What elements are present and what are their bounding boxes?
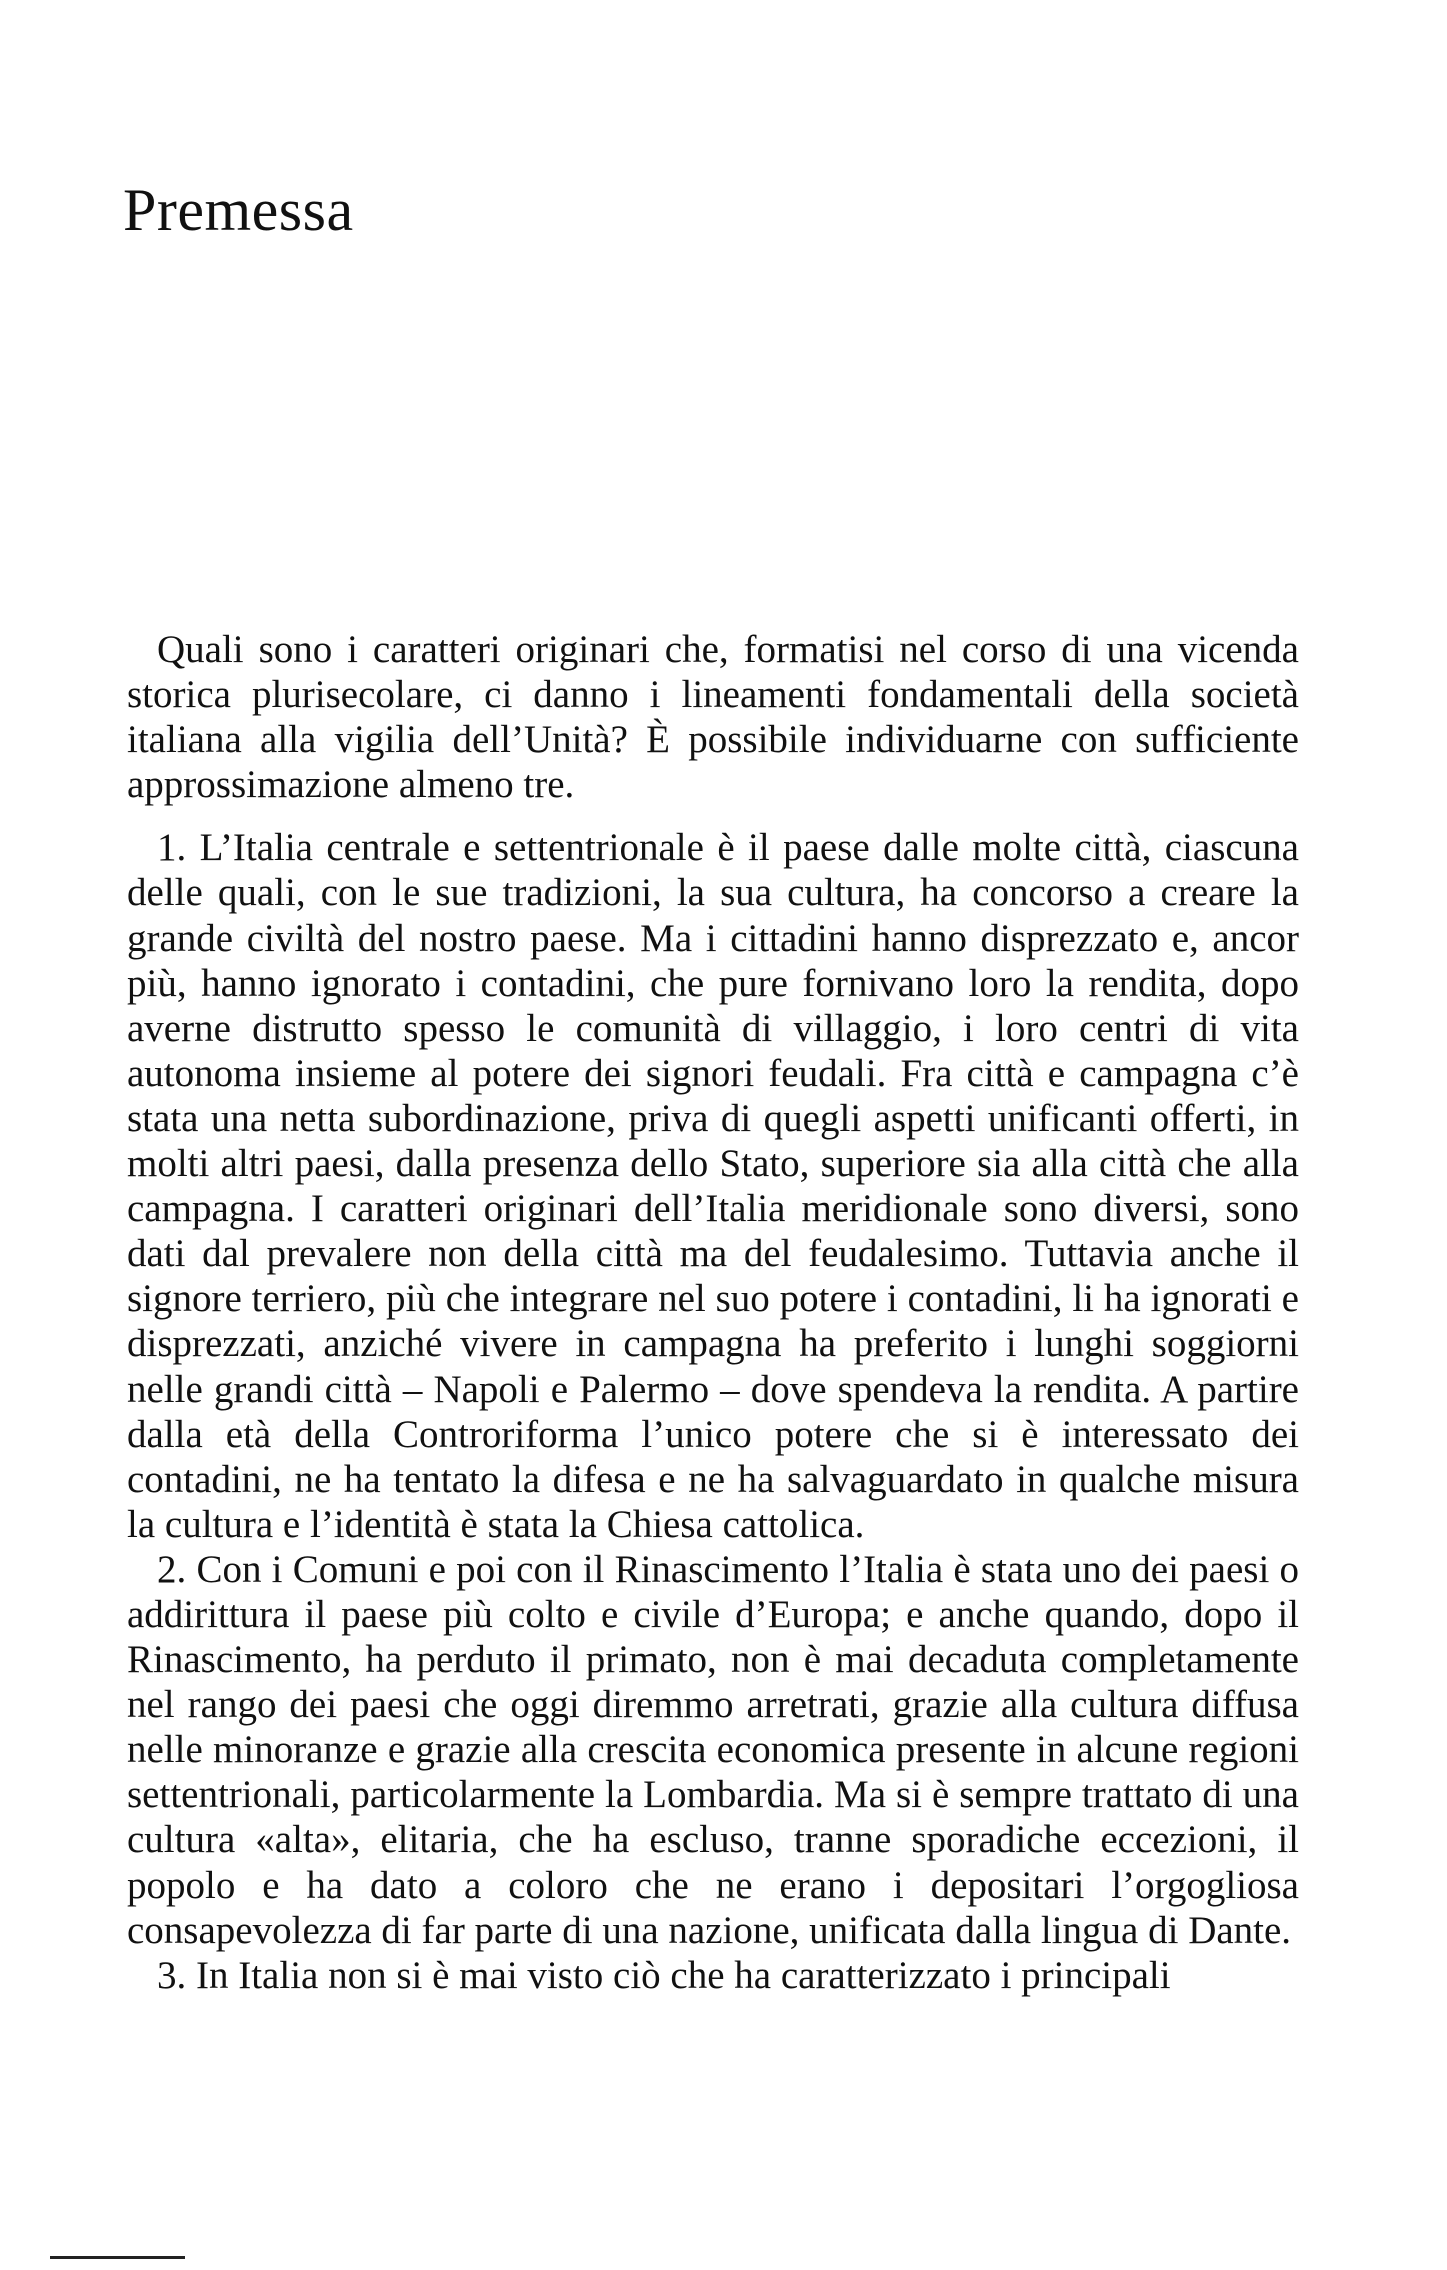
page-title: Premessa — [123, 177, 354, 243]
paragraph-point-1: 1. L’Italia centrale e settentrionale è il paese dalle molte città, ciascuna delle quali, con le sue tradizioni, la sua cultura, ha concorso a creare la grande civiltà del nostro paese. Ma i cittadini hanno disprezzato e, ancor più, hanno ignorato i contadini, che pure fornivano loro la rendita, dopo averne distrutto spesso le comunità di villaggio, i loro centri di vita autonoma insieme al potere dei signori feudali. Fra città e campagna c’è stata una netta subordinazione, priva di quegli aspetti unificanti offerti, in molti altri paesi, dalla presenza dello Stato, superiore sia alla città che alla campagna. I caratteri originari dell’Italia meridionale sono diversi, sono dati dal prevalere non della città ma del feudalesimo. Tuttavia anche il signore terriero, più che integrare nel suo potere i contadini, li ha ignorati e disprezzati, anziché vivere in campagna ha preferito i lunghi soggiorni nelle grandi città – Napoli e Palermo – dove spendeva la rendita. A partire dalla età della Controriforma l’unico potere che si è interessato dei contadini, ne ha tentato la difesa e ne ha salvaguardato in qualche misura la cultura e l’identità è stata la Chiesa cattolica. — [127, 826, 1299, 1546]
paragraph-intro: Quali sono i caratteri originari che, formatisi nel corso di una vicenda storica plurisecolare, ci danno i lineamenti fondamentali della società italiana alla vigilia dell’Unità? È possibile individuarne con sufficiente approssimazione almeno tre. — [127, 628, 1299, 807]
body-text — [127, 627, 1299, 1998]
footer-rule — [50, 2256, 185, 2259]
paragraph-point-3: 3. In Italia non si è mai visto ciò che ha caratterizzato i principali — [157, 1953, 1171, 1997]
paragraph-point-2: 2. Con i Comuni e poi con il Rinascimento l’Italia è stata uno dei paesi o addirittura il paese più colto e civile d’Europa; e anche quando, dopo il Rinascimento, ha perduto il primato, non è mai decaduta completamente nel rango dei paesi che oggi diremmo arretrati, grazie alla cultura diffusa nelle minoranze e grazie alla crescita economica presente in alcune regioni settentrionali, particolarmente la Lombardia. Ma si è sempre trattato di una cultura «alta», elitaria, che ha escluso, tranne sporadiche eccezioni, il popolo e ha dato a coloro che ne erano i depositari l’orgogliosa consapevolezza di far parte di una nazione, unificata dalla lingua di Dante. — [127, 1547, 1299, 1952]
